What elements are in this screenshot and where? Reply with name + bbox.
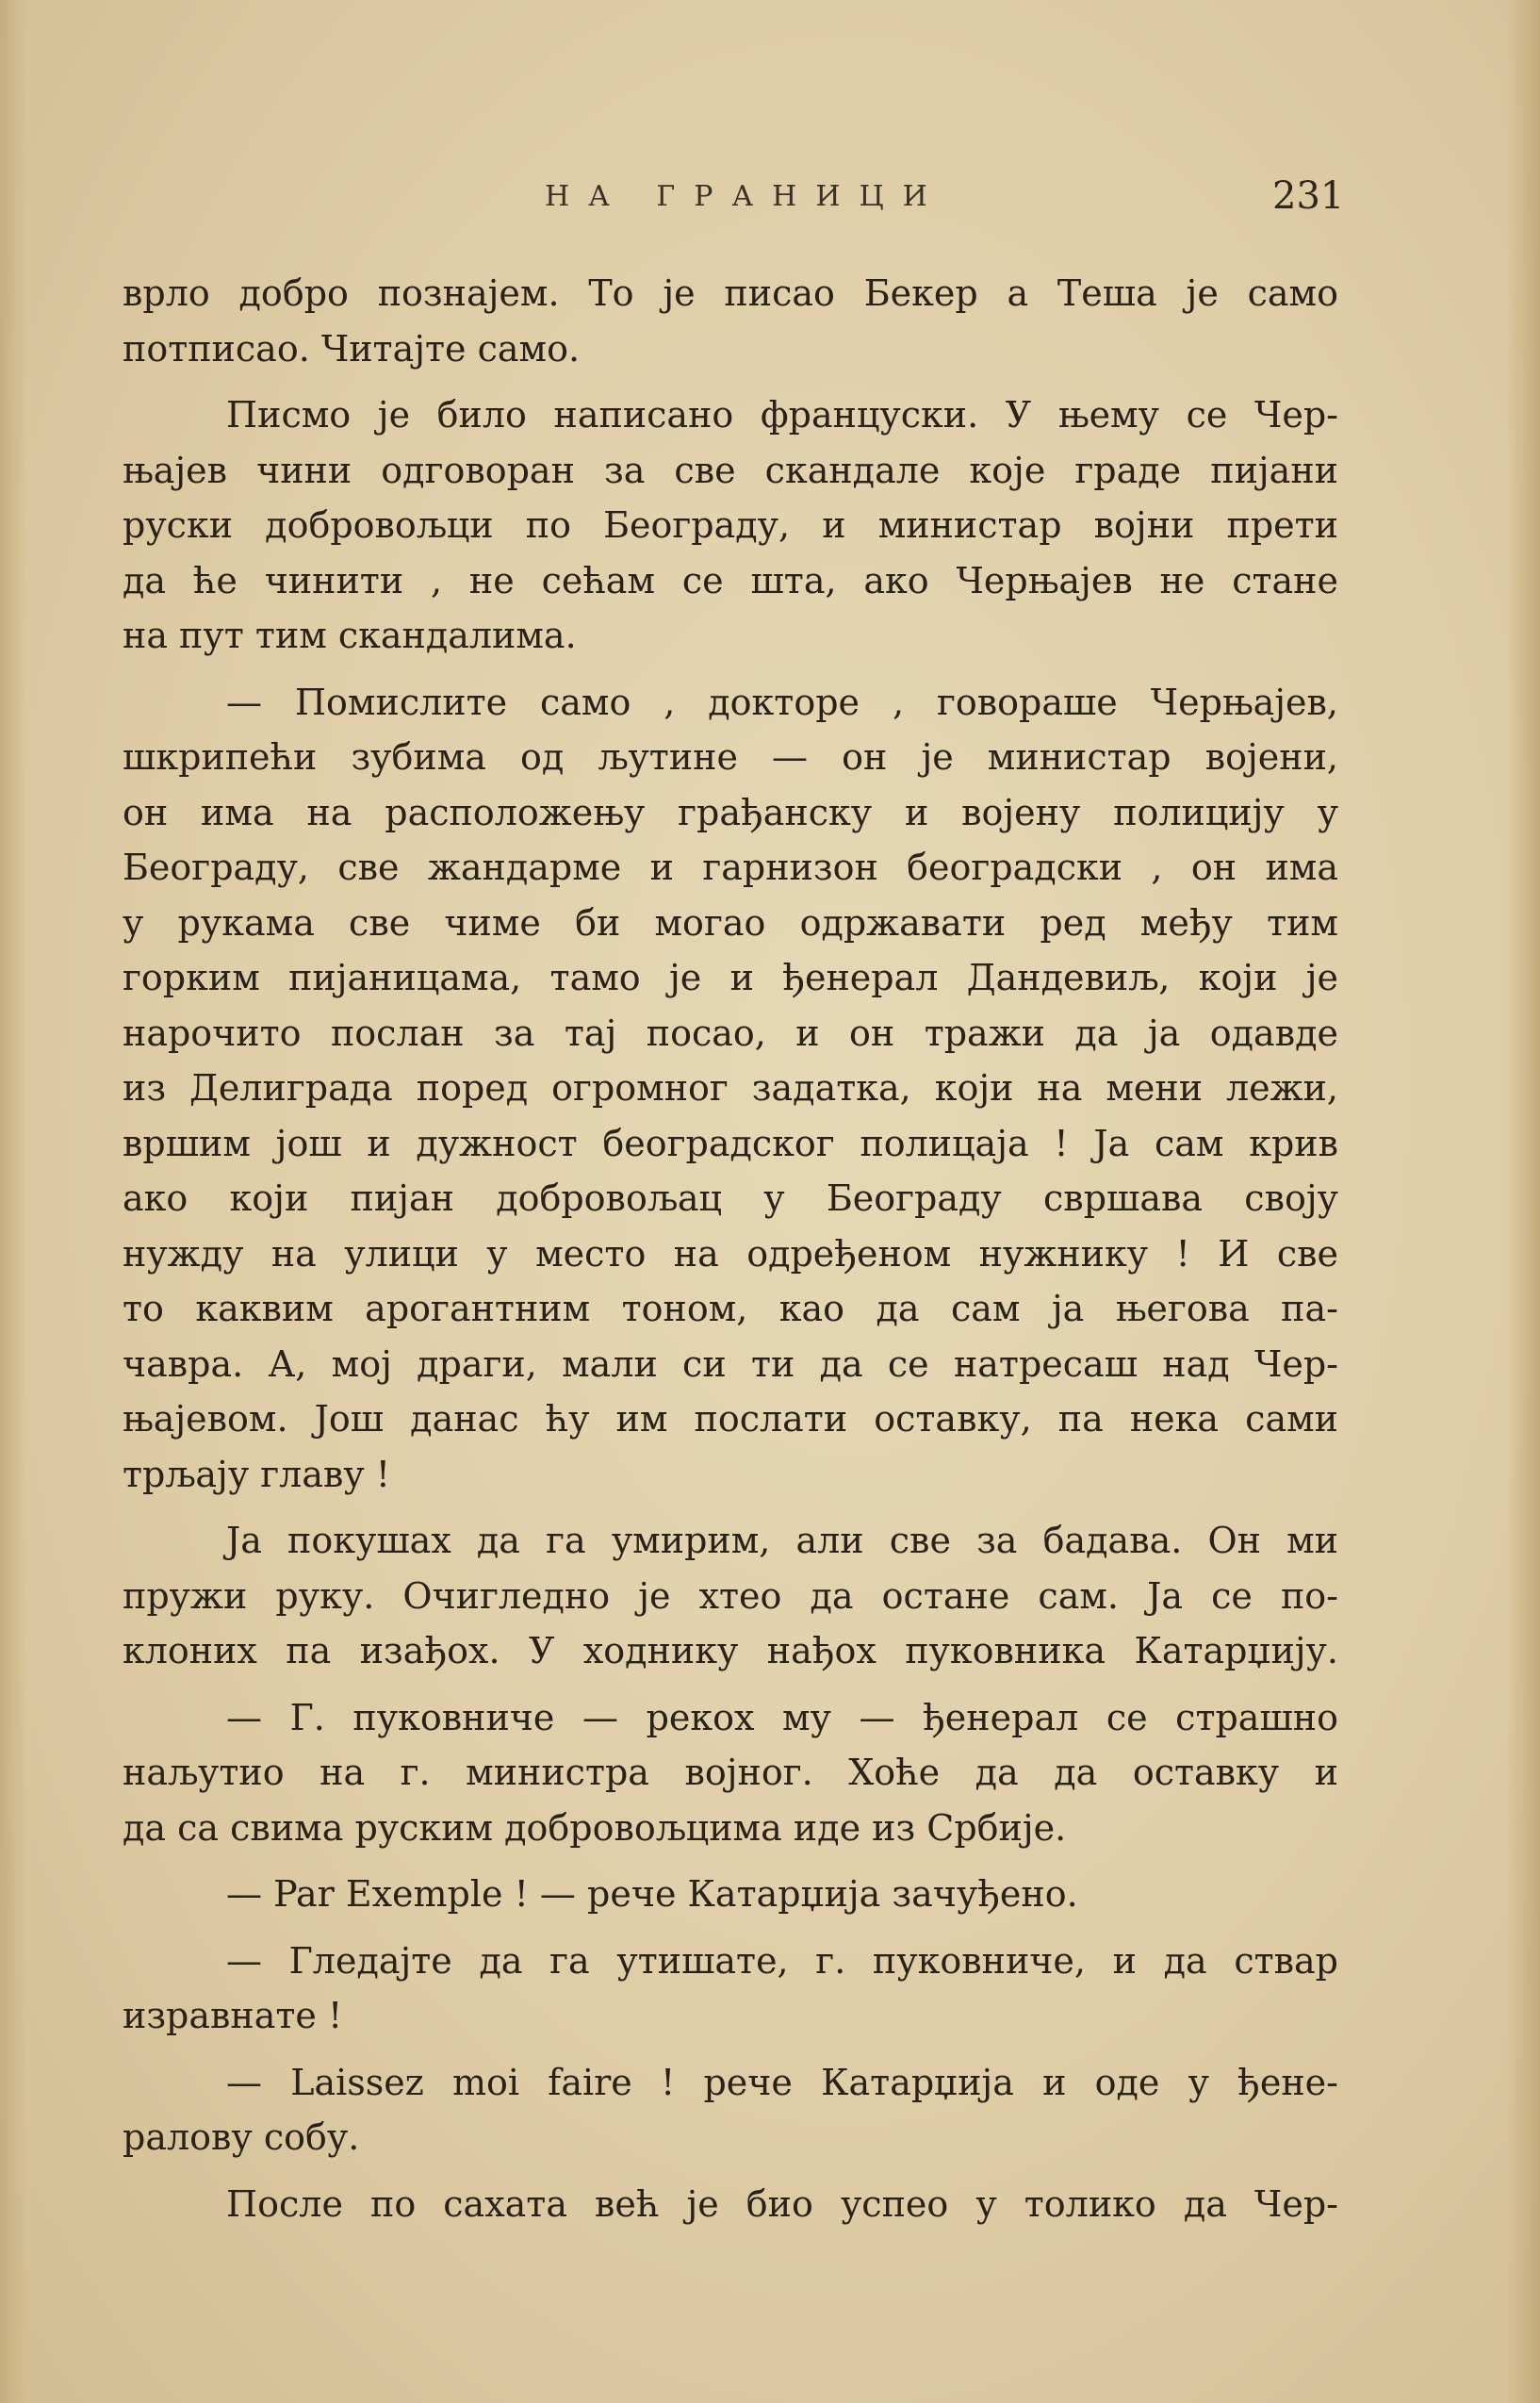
text-line: — Помислите само , докторе , говораше Черњајев, xyxy=(226,681,1338,723)
text-line: на пут тим скандалима. xyxy=(123,615,577,656)
text-line: изравнате ! xyxy=(123,1995,343,2036)
text-line: Писмо је било написано француски. У њему се Чер- xyxy=(226,394,1338,436)
text-line: ралову собу. xyxy=(123,2116,360,2158)
text-line: да ће чинити , не сећам се шта, ако Черњајев не стане xyxy=(123,559,1338,601)
text-line: Ја покушах да га умирим, али све за бадава. Он ми xyxy=(226,1520,1338,1561)
text-line: чавра. А, мој драги, мали си ти да се натресаш над Чер- xyxy=(123,1342,1338,1385)
text-line: После по сахата већ је био успео у толико да Чер- xyxy=(226,2182,1338,2225)
page-edge-right xyxy=(1506,0,1540,2403)
text-line: нарочито послан за тај посао, и он тражи да ја одавде xyxy=(123,1012,1338,1054)
text-line: — Г. пуковниче — рекох му — ђенерал се страшно xyxy=(226,1696,1338,1738)
text-line: трљају главу ! xyxy=(123,1453,391,1495)
page-edge-left xyxy=(0,0,26,2403)
text-line: пружи руку. Очигледно је хтео да остане сам. Ја се по- xyxy=(123,1574,1338,1617)
text-line: руски добровољци по Београду, и министар војни прети xyxy=(123,504,1338,546)
text-line: — Гледајте да га утишате, г. пуковниче, и да ствар xyxy=(226,1939,1338,1982)
text-line: то каквим арогантним тоном, као да сам ја његова па- xyxy=(123,1288,1338,1329)
text-line: из Делиграда поред огромног задатка, који на мени лежи, xyxy=(123,1067,1338,1109)
running-head xyxy=(0,174,1540,222)
text-line: у рукама све чиме би могао одржавати ред међу тим xyxy=(123,901,1338,944)
text-line: нужду на улици у место на одређеном нужнику ! И све xyxy=(123,1232,1338,1275)
page-number: 231 xyxy=(1272,174,1345,218)
body-text xyxy=(123,266,1338,2231)
text-line: шкрипећи зубима од љутине — он је министар војени, xyxy=(123,736,1338,778)
text-line: — Par Exemple ! — рече Катарџија зачуђено. xyxy=(226,1873,1078,1915)
text-line: он има на расположењу грађанску и војену полицију у xyxy=(123,791,1338,833)
text-line: да са свима руским добровољцима иде из Србије. xyxy=(123,1806,1067,1849)
text-line: — Laissez moi faire ! рече Катарџија и оде у ђене- xyxy=(226,2061,1338,2103)
text-line: наљутио на г. министра војног. Хоће да да оставку и xyxy=(123,1752,1338,1793)
text-line: потписао. Читајте само. xyxy=(123,327,581,370)
text-line: вршим још и дужност београдског полицаја ! Ја сам крив xyxy=(123,1122,1338,1164)
text-line: клоних па изађох. У ходнику нађох пуковника Катарџију. xyxy=(123,1630,1338,1671)
text-line: Београду, све жандарме и гарнизон београдски , он има xyxy=(123,847,1338,888)
running-head-title: НА ГРАНИЦИ xyxy=(545,180,946,213)
text-line: врло добро познајем. То је писао Бекер а Теша је само xyxy=(123,272,1338,314)
text-line: ако који пијан добровољац у Београду свршава своју xyxy=(123,1177,1338,1219)
text-line: њајевом. Још данас ћу им послати оставку, па нека сами xyxy=(123,1398,1338,1440)
text-line: горким пијаницама, тамо је и ђенерал Дандевиљ, који је xyxy=(123,957,1338,998)
text-line: њајев чини одговоран за све скандале које граде пијани xyxy=(123,449,1338,491)
